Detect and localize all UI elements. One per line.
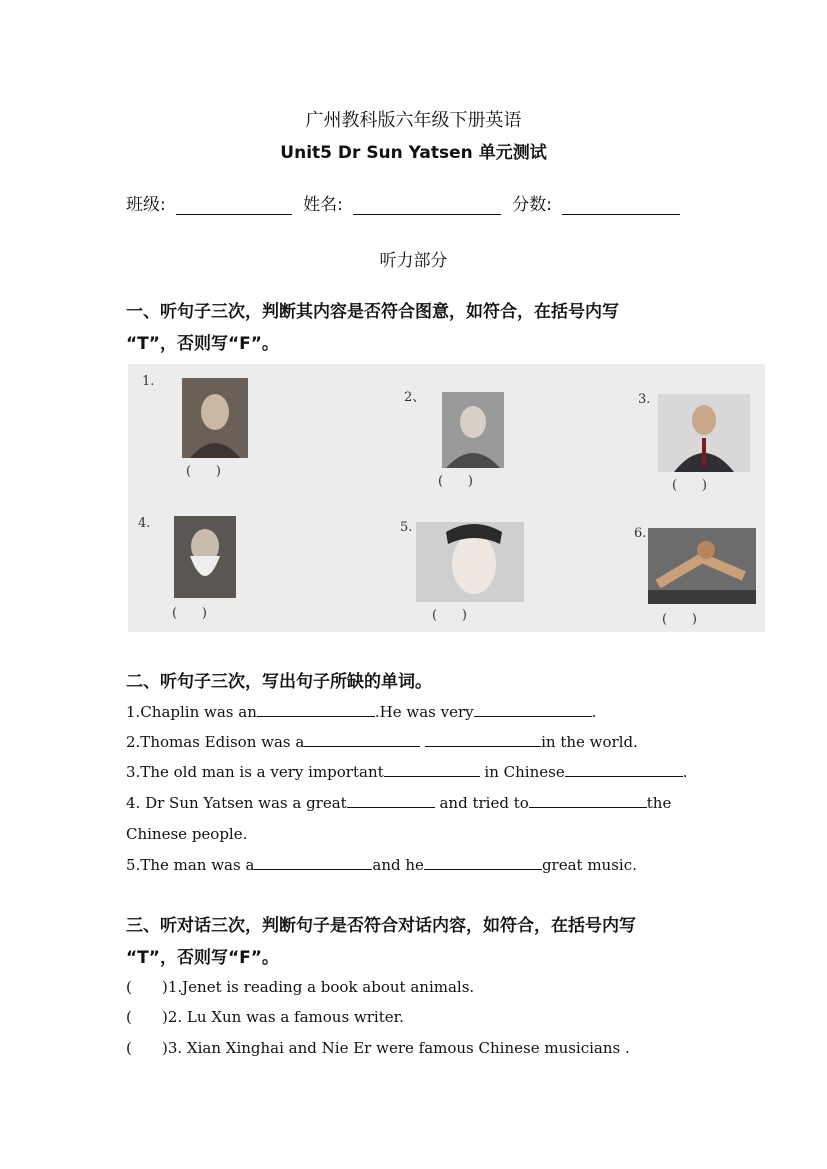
opera-face-icon (416, 522, 524, 602)
item-number: 4. (138, 516, 151, 531)
question-1: 1.Chaplin was an .He was very . (126, 703, 597, 721)
class-field[interactable] (176, 194, 292, 215)
answer-parens[interactable]: ( ) (172, 606, 207, 621)
part2-heading: 二、听句子三次，写出句子所缺的单词。 (126, 672, 432, 692)
item-number: 5. (400, 520, 413, 535)
question-5: 5.The man was a and he great music. (126, 856, 637, 874)
score-field[interactable] (562, 194, 680, 215)
answer-blank[interactable] (565, 762, 683, 777)
item-number: 1. (142, 374, 155, 389)
item-number: 6. (634, 526, 647, 541)
tf-item-1: ( )1.Jenet is reading a book about animals. (126, 978, 475, 996)
answer-blank[interactable] (257, 702, 375, 717)
answer-parens[interactable]: ( (126, 1039, 132, 1057)
name-field[interactable] (353, 194, 501, 215)
answer-parens[interactable]: ( ) (438, 474, 473, 489)
answer-blank[interactable] (474, 702, 592, 717)
portrait-icon (174, 516, 236, 598)
answer-parens[interactable]: ( ) (662, 612, 697, 627)
answer-blank[interactable] (424, 855, 542, 870)
class-label: 班级: (126, 195, 166, 215)
answer-blank[interactable] (529, 793, 647, 808)
answer-parens[interactable]: ( ) (672, 478, 707, 493)
page-title: 广州教科版六年级下册英语 (305, 110, 522, 131)
portrait-icon (442, 392, 504, 468)
question-4: 4. Dr Sun Yatsen was a great and tried to the (126, 794, 672, 812)
answer-parens[interactable]: ( ) (432, 608, 467, 623)
portrait-icon (182, 378, 248, 458)
section-listening: 听力部分 (379, 251, 448, 271)
answer-blank[interactable] (347, 793, 435, 808)
question-2: 2.Thomas Edison was a in the world. (126, 733, 638, 751)
answer-blank[interactable] (304, 732, 420, 747)
answer-parens[interactable]: ( ) (186, 464, 221, 479)
question-3: 3.The old man is a very important in Chinese . (126, 763, 688, 781)
item-number: 3. (638, 392, 651, 407)
part1-heading: 一、听句子三次，判断其内容是否符合图意，如符合，在括号内写 “T”，否则写“F”。 (126, 302, 619, 354)
score-label: 分数: (512, 195, 553, 215)
answer-blank[interactable] (384, 762, 480, 777)
portrait-icon (658, 394, 750, 472)
answer-blank[interactable] (425, 732, 541, 747)
runner-icon (648, 528, 756, 604)
part3-heading: 三、听对话三次，判断句子是否符合对话内容，如符合，在括号内写 “T”，否则写“F”。 (126, 916, 636, 968)
name-label: 姓名: (303, 195, 343, 215)
student-info-row (126, 190, 686, 215)
tf-item-2: ( )2. Lu Xun was a famous writer. (126, 1008, 404, 1026)
answer-parens[interactable]: ( (126, 1008, 132, 1026)
answer-blank[interactable] (254, 855, 372, 870)
tf-item-3: ( )3. Xian Xinghai and Nie Er were famous Chinese musicians . (126, 1039, 630, 1057)
picture-panel (128, 364, 765, 632)
page-subtitle: Unit5 Dr Sun Yatsen 单元测试 (280, 143, 547, 163)
answer-parens[interactable]: ( (126, 978, 132, 996)
question-4-continued: Chinese people. (126, 825, 248, 843)
item-number: 2、 (404, 390, 426, 405)
